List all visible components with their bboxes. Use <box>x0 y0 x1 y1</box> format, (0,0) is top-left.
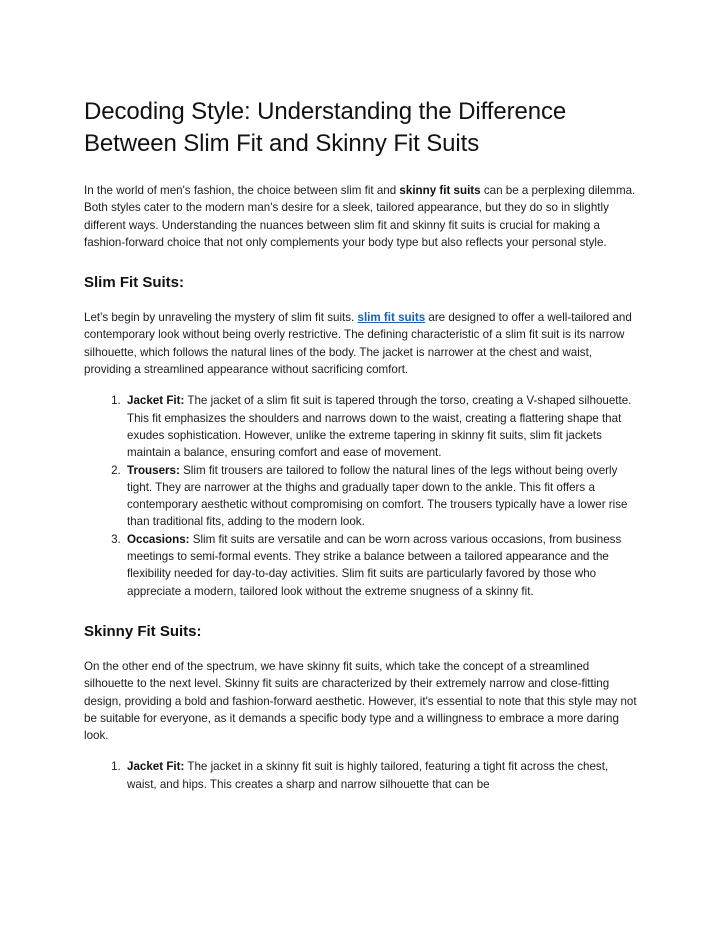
skinny-fit-intro-paragraph <box>84 658 638 744</box>
slim-fit-list <box>84 392 638 600</box>
list-item <box>124 392 638 461</box>
document-body <box>84 96 638 807</box>
intro-text-part2: can be a perplexing dilemma. Both styles cater to the modern man's desire for a sleek, tailored appearance, but they do so in slightly different ways. Understanding the nuances between slim fit and skinny fit suits is crucial for making a fashion-forward choice that not only complements your body type but also reflects your personal style. <box>84 184 636 249</box>
list-item-text: The jacket of a slim fit suit is tapered through the torso, creating a V-shaped silhouette. This fit emphasizes the shoulders and narrows down to the waist, creating a flattering shape that exudes sophistication. However, unlike the extreme tapering in skinny fit suits, slim fit jackets maintain a balance, ensuring comfort and ease of movement. <box>127 394 632 460</box>
list-item <box>124 758 638 793</box>
skinny-fit-list <box>84 758 638 793</box>
list-item-label: Trousers: <box>127 463 180 477</box>
page-title: Decoding Style: Understanding the Difference Between Slim Fit and Skinny Fit Suits <box>84 98 567 157</box>
intro-text-part1: In the world of men's fashion, the choice between slim fit and <box>84 184 400 197</box>
intro-paragraph <box>84 182 638 251</box>
slim-fit-intro-part1: Let's begin by unraveling the mystery of slim fit suits. <box>84 311 358 325</box>
list-item-label: Jacket Fit: <box>127 760 185 774</box>
list-item-label: Occasions: <box>127 532 190 546</box>
list-item-label: Jacket Fit: <box>127 394 185 408</box>
intro-bold-term: skinny fit suits <box>399 184 481 197</box>
section-heading-slim-fit: Slim Fit Suits: <box>84 274 185 292</box>
skinny-fit-intro-part1: On the other end of the spectrum, we have skinny fit suits, which take the concept of a streamlined silhouette to the next level. Skinny fit suits are characterized by their extremely narrow and close-fitting design, providing a bold and fashion-forward aesthetic. However, it's essential to note that this style may not be suitable for everyone, as it demands a specific body type and a willingness to embrace a more daring look. <box>84 659 637 743</box>
list-item-text: Slim fit trousers are tailored to follow the natural lines of the legs without being overly tight. They are narrower at the thighs and gradually taper down to the ankle. This fit offers a contemporary aesthetic without compromising on comfort. The trousers typically have a lower rise than traditional fits, adding to the modern look. <box>127 463 628 529</box>
list-item <box>124 462 638 531</box>
slim-fit-intro-paragraph <box>84 309 638 378</box>
slim-fit-suits-link[interactable]: slim fit suits <box>357 311 426 325</box>
list-item <box>124 531 638 600</box>
section-heading-skinny-fit: Skinny Fit Suits: <box>84 622 202 640</box>
list-item-text: Slim fit suits are versatile and can be worn across various occasions, from business meetings to semi-formal events. They strike a balance between a tailored appearance and the flexibility needed for day-to-day activities. Slim fit suits are particularly favored by those who appreciate a modern, tailored look without the extreme snugness of a skinny fit. <box>127 532 622 598</box>
slim-fit-intro-part2: are designed to offer a well-tailored and contemporary look without being overly restrictive. The defining characteristic of a slim fit suit is its narrow silhouette, which follows the natural lines of the body. The jacket is narrower at the chest and waist, providing a streamlined appearance without sacrificing comfort. <box>84 311 632 377</box>
list-item-text: The jacket in a skinny fit suit is highly tailored, featuring a tight fit across the chest, waist, and hips. This creates a sharp and narrow silhouette that can be <box>127 760 609 791</box>
